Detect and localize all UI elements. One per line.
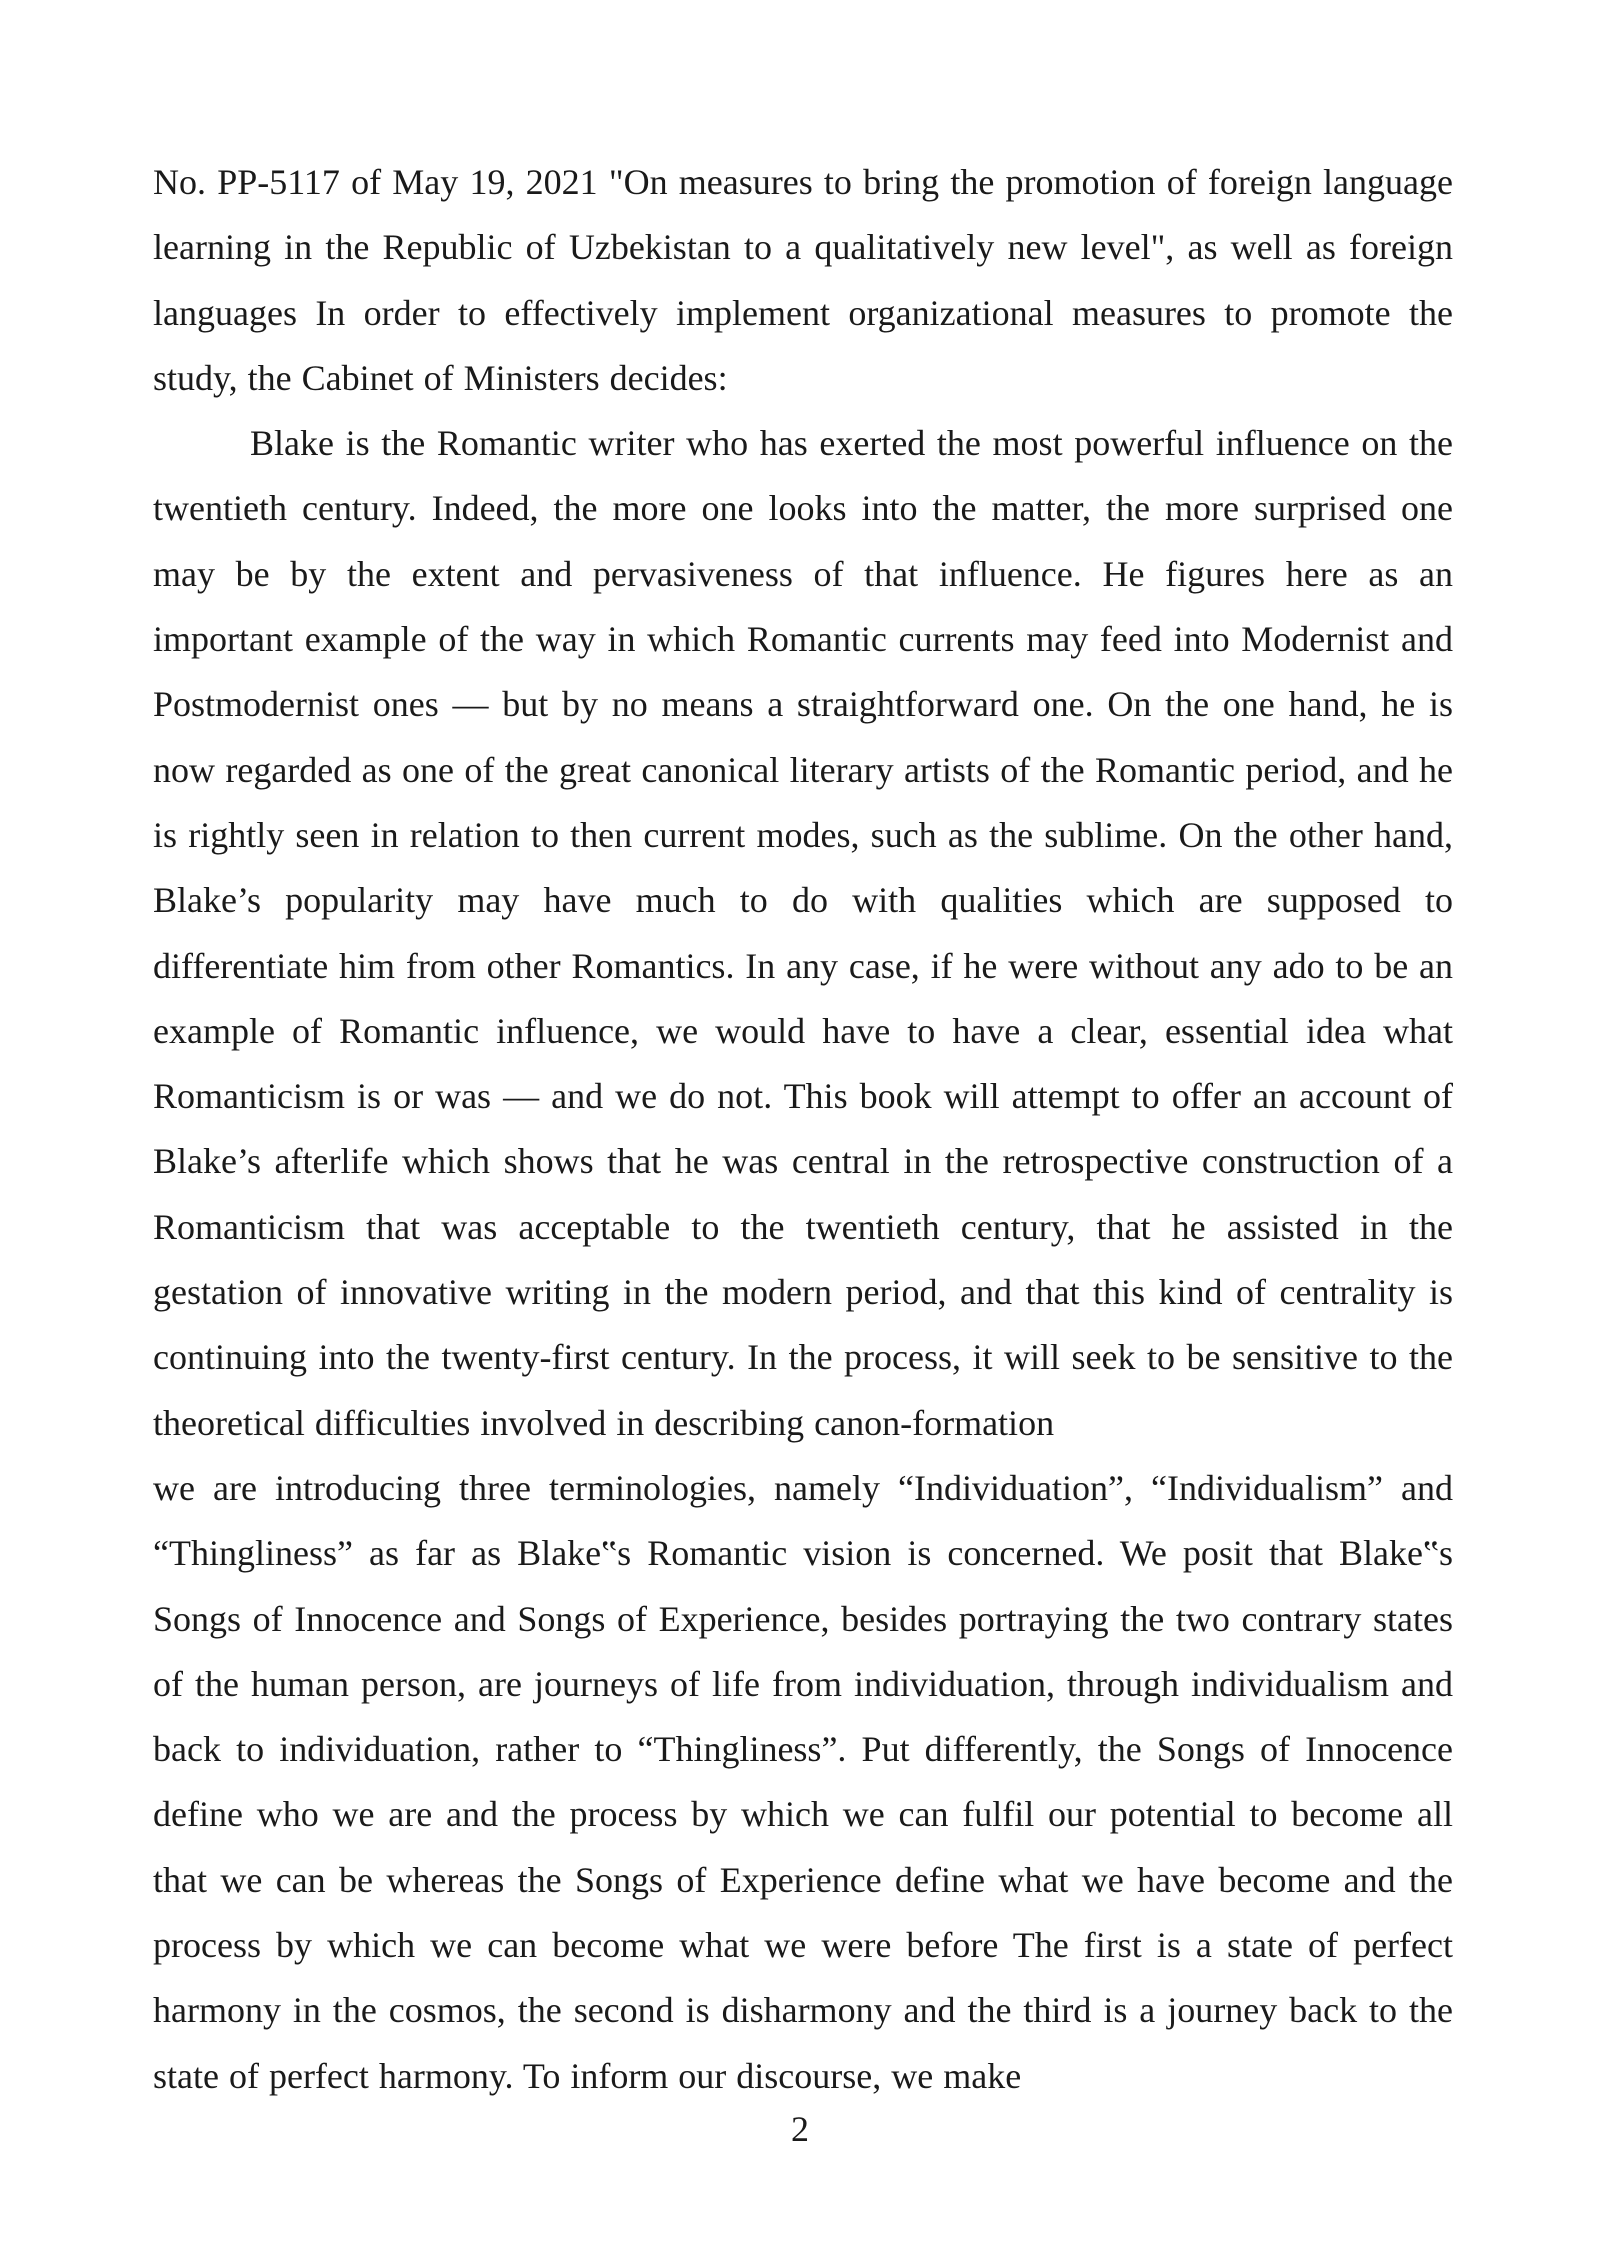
paragraph-blake: Blake is the Romantic writer who has exerted the most powerful influence on the twentieth century. Indeed, the more one looks into the matter, the more surprised one may be by the extent and pervasiveness of that influence. He figures here as an important example of the way in which Romantic currents may feed into Modernist and Postmodernist ones — but by no means a straightforward one. On the one hand, he is now regarded as one of the great canonical literary artists of the Romantic period, and he is rightly seen in relation to then current modes, such as the sublime. On the other hand, Blake’s popularity may have much to do with qualities which are supposed to differentiate him from other Romantics. In any case, if he were without any ado to be an example of Romantic influence, we would have to have a clear, essential idea what Romanticism is or was — and we do not. This book will attempt to offer an account of Blake’s afterlife which shows that he was central in the retrospective construction of a Romanticism that was acceptable to the twentieth century, that he assisted in the gestation of innovative writing in the modern period, and that this kind of centrality is continuing into the twenty-first century. In the process, it will seek to be sensitive to the theoretical difficulties involved in describing canon-formation — [153, 423, 1453, 1443]
page-number: 2 — [791, 2109, 809, 2149]
paragraph-intro: No. PP-5117 of May 19, 2021 "On measures to bring the promotion of foreign language learning in the Republic of Uzbekistan to a qualitatively new level", as well as foreign languages In order to effectively implement organizational measures to promote the study, the Cabinet of Ministers decides: — [153, 162, 1453, 398]
body-text — [153, 150, 1453, 2109]
paragraph-terminologies: we are introducing three terminologies, namely “Individuation”, “Individualism” and “Thingliness” as far as Blake‟s Romantic vision is concerned. We posit that Blake‟s Songs of Innocence and Songs of Experience, besides portraying the two contrary states of the human person, are journeys of life from individuation, through individualism and back to individuation, rather to “Thingliness”. Put differently, the Songs of Innocence define who we are and the process by which we can fulfil our potential to become all that we can be whereas the Songs of Experience define what we have become and the process by which we can become what we were before The first is a state of perfect harmony in the cosmos, the second is disharmony and the third is a journey back to the state of perfect harmony. To inform our discourse, we make — [153, 1467, 1453, 2096]
